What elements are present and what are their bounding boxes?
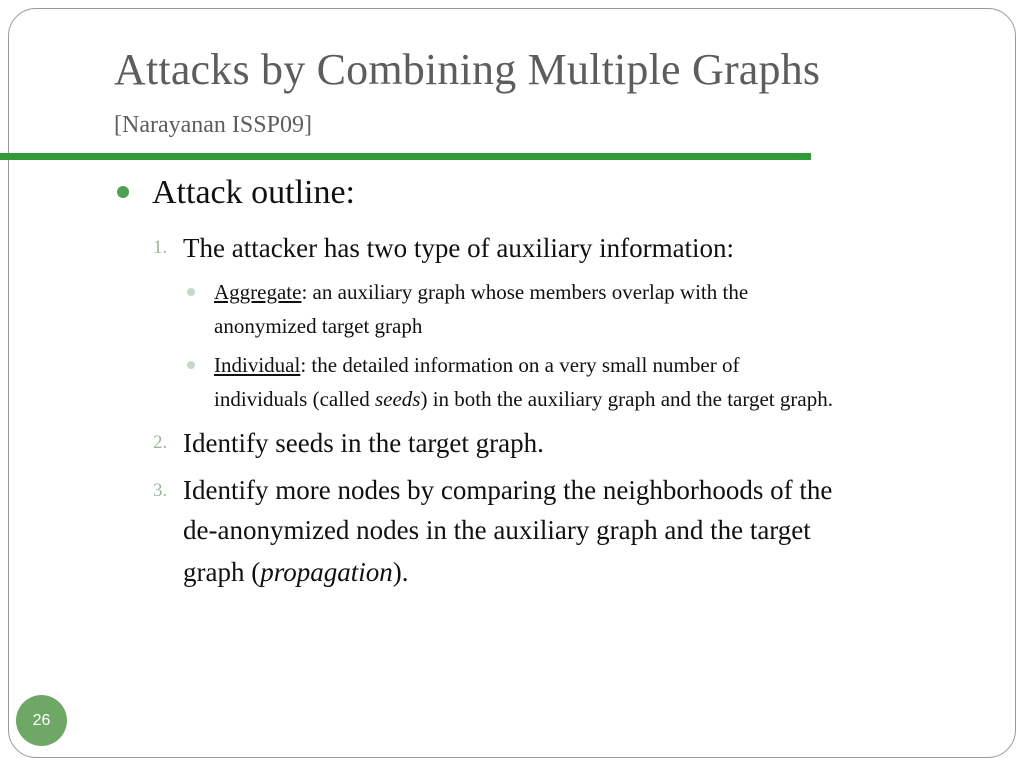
subitem-individual-line2: individuals (called seeds) in both the auxiliary graph and the target graph. [214,387,833,411]
slide-subtitle: [Narayanan ISSP09] [114,112,312,138]
slide-title: Attacks by Combining Multiple Graphs [114,45,821,94]
sub-bullet-icon [187,361,195,369]
item-number: 2. [153,432,168,453]
item-number: 3. [153,480,168,501]
subitem-aggregate-line1: Aggregate: an auxiliary graph whose members overlap with the [214,280,749,304]
term-aggregate: Aggregate [214,280,302,304]
propagation-term: propagation [260,557,393,587]
list-item-1: The attacker has two type of auxiliary information: [183,233,735,263]
list-item-3-line3: graph (propagation). [183,557,409,587]
list-item-2: Identify seeds in the target graph. [183,428,544,458]
list-item-3-line2: de-anonymized nodes in the auxiliary graph and the target [183,515,811,545]
outline-heading: Attack outline: [152,174,356,211]
subitem-aggregate-line2: anonymized target graph [214,314,423,338]
sub-bullet-icon [187,288,195,296]
term-individual: Individual [214,353,301,377]
page-number-badge: 26 [16,695,67,746]
bullet-icon [117,186,129,198]
list-item-3-line1: Identify more nodes by comparing the neighborhoods of the [183,475,833,505]
item-number: 1. [153,237,168,258]
subitem-individual-line1: Individual: the detailed information on a very small number of [214,353,740,377]
seeds-term: seeds [374,387,421,411]
